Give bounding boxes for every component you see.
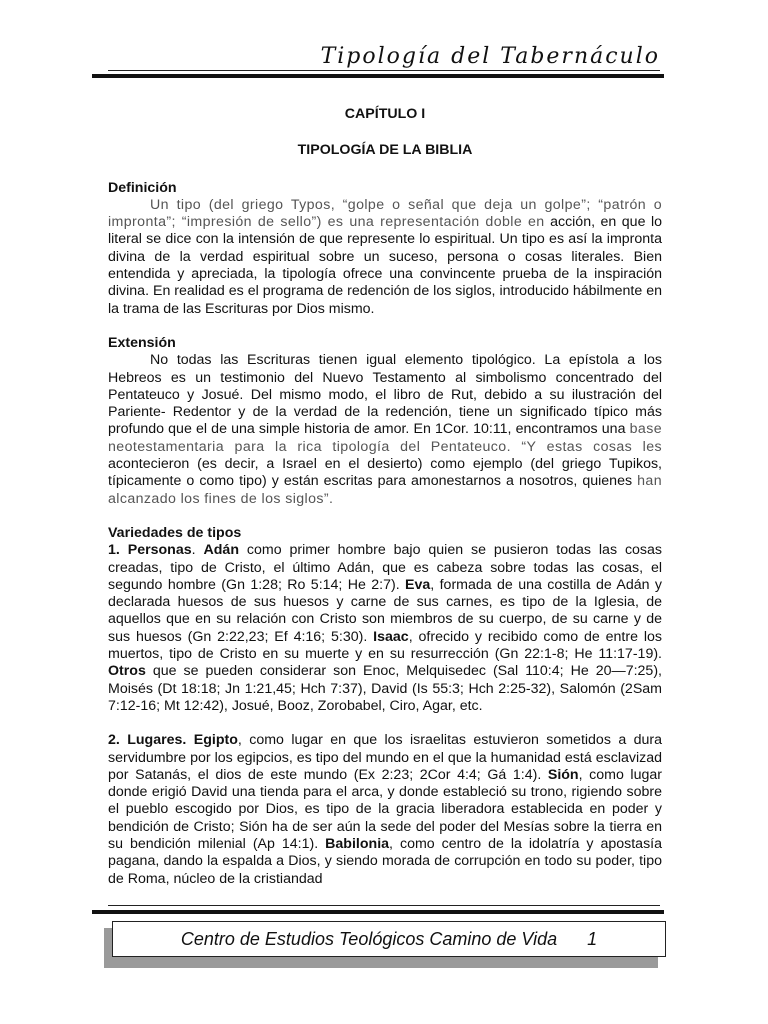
paragraph-lugares (108, 732, 662, 888)
text-run: que se pueden considerar son Enoc, Melquisedec (Sal 110:4; He 20—7:25), Moisés (Dt 18:18; Jn 1:21,45; Hch 7:37), David (Is 55:3; Hch 2:25-32), Salomón (2Sam 7:12-16; Mt 12:42), Josué, Booz, Zorobabel, Ciro, Agar, etc. (108, 663, 662, 714)
text-run: han alcanzado los fines de los siglos”. (108, 473, 662, 507)
section-heading-definicion: Definición (108, 179, 177, 196)
text-run: , como centro de la idolatría y apostasía pagana, dando la espalda a Dios, y siendo morada de corrupción en todo su poder, tipo de Roma, núcleo de la cristiandad (108, 835, 662, 887)
text-run: acción, en que lo literal se dice con la intensión de que represente lo espiritual. Un tipo es así la impronta divina de la verdad espiritual sobre un suceso, persona o cosas literales. Bien entendida y apreciada, la tipología ofrece una convincente prueba de la inspiración divina. En realidad es el programa de redención de los siglos, introducido hábilmente en la trama de las Escrituras por Dios mismo. (108, 214, 662, 317)
section-variedades (108, 525, 662, 888)
text-run: . (191, 542, 204, 559)
bold-run: Isaac (373, 628, 409, 645)
header-rule-thin (108, 70, 660, 71)
text-run: , ofrecido y recibido como de entre los muertos, tipo de Cristo en su muerte y en su resurrección (Gn 22:1-8; He 11:17-19). (108, 628, 662, 663)
text-run: , como lugar donde erigió David una tienda para el arca, y donde estableció su trono, rigiendo sobre el pueblo escogido por Dios, es tipo de la gracia liberadora establecida en poder y bendición de Cristo; Sión ha de ser aún la sede del poder del Mesías sobre la tierra en su bendición milenial (Ap 14:1). (108, 766, 662, 852)
section-heading-extension: Extensión (108, 334, 176, 351)
bold-run: Otros (108, 663, 146, 680)
paragraph-extension (108, 352, 662, 508)
footer-label: Centro de Estudios Teológicos Camino de Vida (180, 928, 558, 949)
bold-run: Adán (203, 542, 239, 559)
section-heading-variedades: Variedades de tipos (108, 524, 242, 541)
text-run: acontecieron (es decir, a Israel en el desierto) como ejemplo (del griego Tupikos, típicamente o como tipo) y están escritas para amonestarnos a nosotros, quienes (108, 456, 662, 490)
footer-rule-thick (92, 910, 664, 914)
text-run: , como lugar en que los israelitas estuvieron sometidos a dura servidumbre por los egipcios, es tipo del mundo en el que la humanidad está esclavizad por Satanás, el dios de este mundo (Ex 2:23; 2Cor 4:4; Gá 1:4). (108, 732, 662, 783)
running-header-title: Tipología del Tabernáculo (320, 44, 660, 69)
section-definicion (108, 180, 662, 318)
footer-box (112, 921, 666, 957)
bold-run: Sión (547, 766, 579, 783)
footer-rule-thin (108, 905, 660, 906)
section-extension (108, 335, 662, 508)
bold-run: Eva (405, 576, 431, 593)
page-number: 1 (587, 928, 598, 949)
text-run: base neotestamentaria para la rica tipología del Pentateuco. “Y estas cosas les (108, 421, 662, 455)
header-rule-thick (92, 74, 664, 78)
bold-run: 2. Lugares. Egipto (108, 732, 238, 749)
text-run: , formada de una costilla de Adán y declarada huesos de sus huesos y carne de sus carnes, es tipo de la Iglesia, de aquellos que en su relación con Cristo son miembros de su cuerpo, de su carne y de sus huesos (Gn 2:22,23; Ef 4:16; 5:30). (108, 576, 662, 645)
text-run: No todas las Escrituras tienen igual elemento tipológico. La epístola a los Hebreos es un testimonio del Nuevo Testamento al simbolismo concentrado del Pentateuco y Josué. Del mismo modo, el libro de Rut, debido a su ilustración del Pariente- Redentor y de la verdad de la redención, tiene un significado típico más profundo que el de una simple historia de amor. En 1Cor. 10:11, encontramos una (108, 352, 662, 438)
page-content (108, 96, 662, 888)
paragraph-personas (108, 542, 662, 715)
chapter-heading: CAPÍTULO I (344, 106, 426, 122)
bold-run: 1. Personas (108, 542, 192, 559)
chapter-title: TIPOLOGÍA DE LA BIBLIA (297, 142, 473, 159)
bold-run: Babilonia (325, 835, 390, 852)
text-run: como primer hombre bajo quien se pusieron todas las cosas creadas, tipo de Cristo, el último Adán, que es cabeza sobre todas las cosas, el segundo hombre (Gn 1:28; Ro 5:14; He 2:7). (108, 542, 663, 593)
text-run: Un tipo (del griego Typos, “golpe o señal que deja un golpe”; “patrón o impronta”; “impresión de sello”) es una representación doble en (108, 196, 662, 231)
paragraph-definicion (108, 197, 662, 318)
